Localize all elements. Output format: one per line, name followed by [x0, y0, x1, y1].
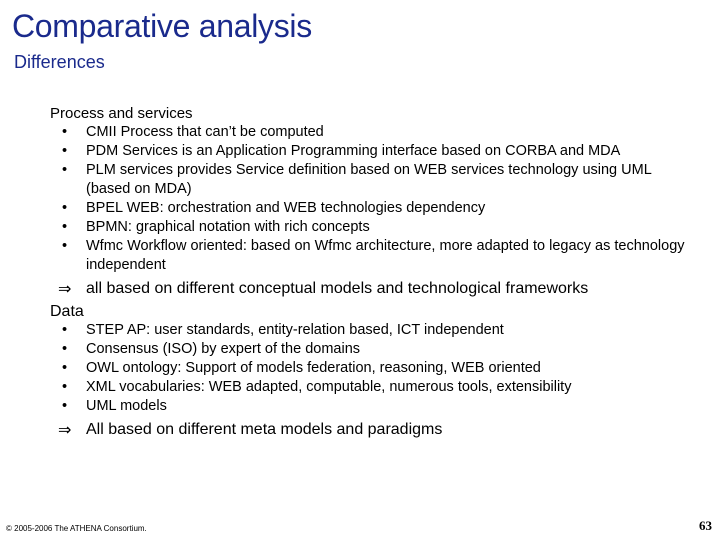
list-item-text: Wfmc Workflow oriented: based on Wfmc architecture, more adapted to legacy as technology independent — [86, 238, 685, 273]
page-number: 63 — [699, 518, 712, 533]
bullet-icon: • — [62, 124, 68, 140]
list-item-text: UML models — [86, 398, 167, 414]
list-item — [50, 161, 690, 199]
list-item — [50, 321, 690, 340]
slide-content — [50, 104, 690, 441]
bullet-icon: • — [62, 162, 68, 178]
bullet-icon: • — [62, 200, 68, 216]
implies-arrow-icon: ⇒ — [58, 420, 72, 439]
process-bullet-list — [50, 123, 690, 275]
list-item-text: CMII Process that can’t be computed — [86, 124, 324, 140]
list-item-text: BPMN: graphical notation with rich concepts — [86, 219, 370, 235]
data-conclusion — [50, 418, 690, 441]
bullet-icon: • — [62, 341, 68, 357]
list-item — [50, 378, 690, 397]
bullet-icon: • — [62, 238, 68, 254]
list-item — [50, 340, 690, 359]
implies-arrow-icon: ⇒ — [58, 279, 72, 298]
list-item-text: Consensus (ISO) by expert of the domains — [86, 341, 361, 357]
list-item — [50, 359, 690, 378]
copyright-footer: © 2005-2006 The ATHENA Consortium. — [6, 524, 147, 533]
list-item-text: OWL ontology: Support of models federation, reasoning, WEB oriented — [86, 360, 541, 376]
list-item-text: PDM Services is an Application Programming interface based on CORBA and MDA — [86, 143, 621, 159]
list-item-text: STEP AP: user standards, entity-relation based, ICT independent — [86, 322, 504, 338]
bullet-icon: • — [62, 398, 68, 414]
list-item — [50, 397, 690, 416]
list-item — [50, 199, 690, 218]
list-item-text: XML vocabularies: WEB adapted, computable, numerous tools, extensibility — [86, 379, 572, 395]
data-bullet-list — [50, 321, 690, 416]
bullet-icon: • — [62, 219, 68, 235]
list-item-text: BPEL WEB: orchestration and WEB technologies dependency — [86, 200, 486, 216]
list-item-text: PLM services provides Service definition based on WEB services technology using UML (based on MDA) — [86, 162, 652, 197]
slide-subtitle: Differences — [14, 52, 105, 72]
bullet-icon: • — [62, 143, 68, 159]
data-heading: Data — [50, 303, 84, 320]
data-conclusion-text: All based on different meta models and paradigms — [86, 421, 443, 438]
process-conclusion-text: all based on different conceptual models and technological frameworks — [86, 280, 589, 297]
process-heading: Process and services — [50, 105, 193, 122]
process-conclusion — [50, 277, 690, 300]
bullet-icon: • — [62, 322, 68, 338]
list-item — [50, 218, 690, 237]
bullet-icon: • — [62, 360, 68, 376]
list-item — [50, 123, 690, 142]
bullet-icon: • — [62, 379, 68, 395]
slide-title: Comparative analysis — [12, 8, 312, 44]
list-item — [50, 142, 690, 161]
list-item — [50, 237, 690, 275]
